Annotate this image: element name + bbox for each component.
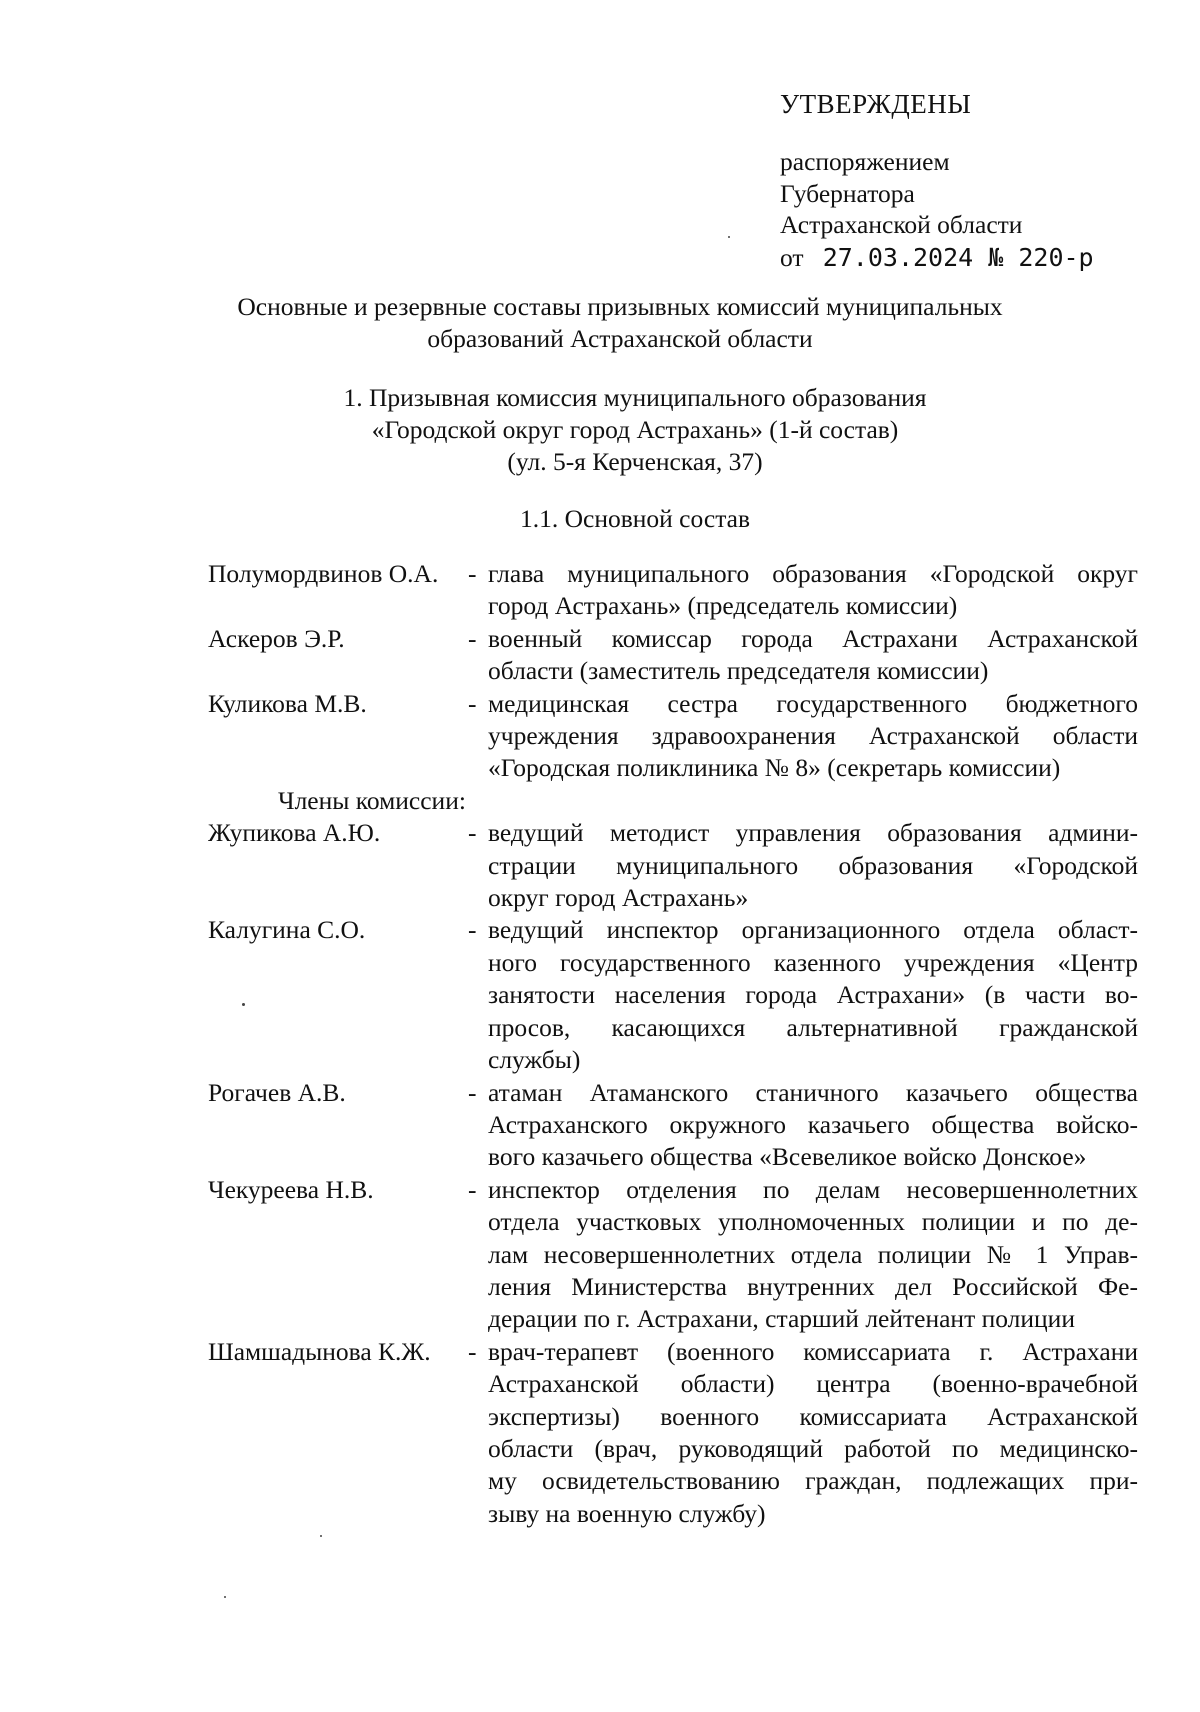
- position-line: город Астрахань» (председатель комиссии): [488, 591, 958, 621]
- position-line: му освидетельствованию граждан, подлежащих при-: [488, 1466, 1138, 1496]
- name-separator-dash: -: [468, 1174, 477, 1204]
- person-name: Калугина С.О.: [208, 915, 366, 945]
- person-name: Жупикова А.Ю.: [208, 818, 381, 848]
- scan-speck: [224, 1596, 226, 1598]
- leaders-list: [208, 558, 1148, 785]
- name-separator-dash: -: [468, 688, 477, 718]
- person-position: [488, 1077, 1138, 1174]
- position-line: области (врач, руководящий работой по медицинско-: [488, 1433, 1138, 1463]
- position-line: «Городская поликлиника № 8» (секретарь комиссии): [488, 753, 1061, 783]
- members-list: [208, 817, 1148, 1530]
- person-position: [488, 817, 1138, 914]
- document-title: [200, 291, 1040, 355]
- section-title: 1.1. Основной состав: [519, 504, 751, 533]
- roster-row: [208, 1336, 1148, 1530]
- roster-row: [208, 914, 1148, 1076]
- roster-row: [208, 817, 1148, 914]
- roster-row: [208, 688, 1148, 785]
- position-line: занятости населения города Астрахани» (в части во-: [488, 980, 1138, 1010]
- position-line: лам несовершеннолетних отдела полиции № 1 Управ-: [488, 1239, 1138, 1269]
- name-separator-dash: -: [468, 1336, 477, 1366]
- person-name: Полумордвинов О.А.: [208, 559, 439, 588]
- document-title-line-1: Основные и резервные составы призывных комиссий муниципальных: [237, 292, 1003, 321]
- person-name: Аскеров Э.Р.: [208, 623, 345, 653]
- name-separator-dash: -: [468, 623, 477, 653]
- position-line: Астраханского окружного казачьего общества войско-: [488, 1109, 1138, 1139]
- scan-speck: [728, 236, 730, 238]
- position-line: ведущий инспектор организационного отдела област-: [488, 915, 1138, 945]
- person-position: [488, 623, 1138, 688]
- position-line: дерации по г. Астрахани, старший лейтенант полиции: [488, 1304, 1075, 1334]
- person-name: Шамшадынова К.Ж.: [208, 1336, 431, 1366]
- approval-heading: УТВЕРЖДЕНЫ: [780, 89, 972, 119]
- name-separator-dash: -: [468, 1077, 477, 1107]
- position-line: просов, касающихся альтернативной гражданской: [488, 1012, 1138, 1042]
- approval-line-2: Губернатора: [780, 178, 915, 208]
- approval-line-3: Астраханской области: [780, 210, 1023, 239]
- position-line: Астраханской области) центра (военно-врачебной: [488, 1369, 1138, 1399]
- position-line: атаман Атаманского станичного казачьего общества: [488, 1077, 1138, 1107]
- roster-row: [208, 623, 1148, 688]
- position-line: военный комиссар города Астрахани Астраханской: [488, 623, 1138, 653]
- approval-date-number: 27.03.2024 № 220-р: [822, 242, 1094, 272]
- approval-date-line: [780, 241, 1180, 275]
- position-line: ления Министерства внутренних дел Российской Фе-: [488, 1271, 1138, 1301]
- person-name: Рогачев А.В.: [208, 1077, 346, 1107]
- scan-speck: [242, 1003, 245, 1006]
- scan-speck: [320, 1535, 322, 1537]
- position-line: ведущий методист управления образования админи-: [488, 818, 1138, 848]
- position-line: зыву на военную службу): [488, 1498, 766, 1528]
- document-title-line-2: образований Астраханской области: [427, 324, 813, 353]
- approval-date-prefix: от: [780, 242, 804, 272]
- position-line: отдела участковых уполномоченных полиции и по де-: [488, 1207, 1138, 1237]
- person-position: [488, 688, 1138, 785]
- commission-heading-line-2: «Городской округ город Астрахань» (1-й состав): [371, 415, 899, 444]
- person-position: [488, 1174, 1138, 1336]
- approval-stamp: [780, 88, 1180, 275]
- commission-roster: [208, 558, 1148, 1530]
- roster-row: [208, 558, 1148, 623]
- name-separator-dash: -: [468, 818, 477, 848]
- position-line: вого казачьего общества «Всевеликое войско Донское»: [488, 1142, 1087, 1172]
- roster-row: [208, 1174, 1148, 1336]
- position-line: глава муниципального образования «Городской округ: [488, 559, 1138, 588]
- position-line: учреждения здравоохранения Астраханской области: [488, 721, 1138, 751]
- position-line: службы): [488, 1045, 581, 1075]
- person-position: [488, 1336, 1138, 1530]
- position-line: страции муниципального образования «Городской: [488, 850, 1138, 880]
- person-position: [488, 558, 1138, 623]
- position-line: инспектор отделения по делам несовершеннолетних: [488, 1174, 1138, 1204]
- name-separator-dash: -: [468, 915, 477, 945]
- commission-heading: [250, 382, 1020, 478]
- name-separator-dash: -: [468, 559, 477, 588]
- person-name: Куликова М.В.: [208, 688, 367, 718]
- position-line: области (заместитель председателя комиссии): [488, 656, 989, 686]
- person-position: [488, 914, 1138, 1076]
- commission-address: (ул. 5-я Керченская, 37): [507, 447, 763, 476]
- approval-line-1: распоряжением: [780, 147, 950, 176]
- position-line: округ город Астрахань»: [488, 883, 749, 913]
- position-line: медицинская сестра государственного бюджетного: [488, 688, 1138, 718]
- position-line: врач-терапевт (военного комиссариата г. Астрахани: [488, 1336, 1138, 1366]
- position-line: ного государственного казенного учреждения «Центр: [488, 947, 1138, 977]
- commission-heading-line-1: 1. Призывная комиссия муниципального образования: [343, 383, 927, 412]
- members-label: Члены комиссии:: [278, 785, 466, 815]
- roster-row: [208, 1077, 1148, 1174]
- person-name: Чекуреева Н.В.: [208, 1174, 374, 1204]
- position-line: экспертизы) военного комиссариата Астраханской: [488, 1401, 1138, 1431]
